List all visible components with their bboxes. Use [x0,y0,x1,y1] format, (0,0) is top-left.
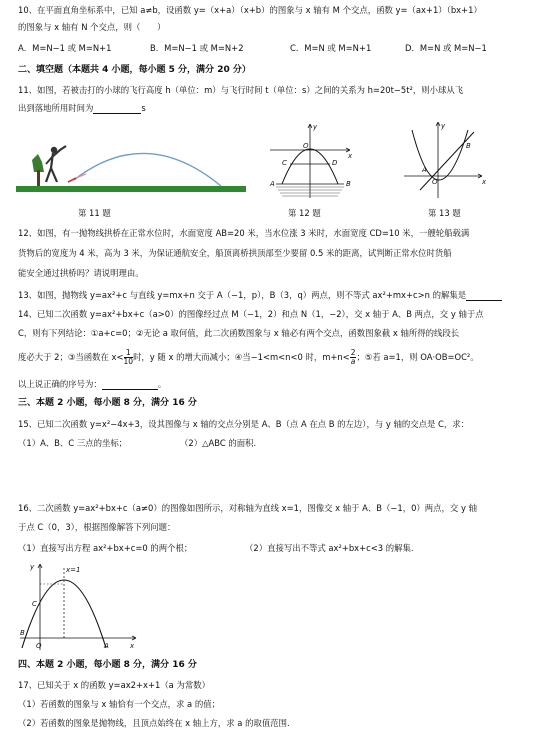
q14-line-4-text: 以上说正确的序号为： [18,379,102,389]
q11-line-2 [18,102,524,114]
label-b: B [346,180,351,188]
q14-line-3a: 度必大于 2；③当函数在 x< [18,352,124,362]
section-4-heading: 四、本题 2 小题，每小题 8 分，满分 16 分 [18,660,197,670]
flight-arc [74,153,221,186]
section-2-heading: 二、填空题（本题共 4 小题，每小题 5 分，满分 20 分） [18,65,251,75]
label-d: D [332,159,338,167]
figure-11-golfer [16,120,246,200]
frac-denominator: a [350,357,356,366]
caption-13: 第 13 题 [428,208,461,218]
q11-unit: s [141,103,146,113]
q10-line-1: 10、在平面直角坐标系中，已知 a≠b，设函数 y=（x+a）（x+b）的图象与 x 轴有 M 个交点，函数 y=（ax+1）（bx+1） [18,5,482,15]
q10-option-b: B．M=N−1 或 M=N+2 [150,43,244,53]
label-c: C [32,600,37,608]
label-b: B [20,629,25,637]
q14-period: 。 [157,379,167,389]
label-x: x [130,642,135,650]
caption-12: 第 12 题 [288,208,321,218]
fraction-1-over-10 [124,349,134,366]
frac-denominator: 10 [123,357,134,366]
q10-option-c: C．M=N 或 M=N+1 [290,43,372,53]
ground [16,186,246,192]
label-x: x [482,178,487,186]
q14-line-3 [18,347,524,367]
answer-blank [93,104,141,114]
q15-line-1: 15、已知二次函数 y=x²−4x+3，设其图像与 x 轴的交点分别是 A、B（点 A 在点 B 的左边），与 y 轴的交点是 C，求： [18,419,470,429]
label-o: O [303,142,309,150]
q10-line-2: 的图象与 x 轴有 N 个交点，则（ ） [18,22,166,32]
q11-line-2-text: 出到落地所用时间为 [18,103,94,113]
q14-line-2: C，则有下列结论：①a+c=0；②无论 a 取何值，此二次函数图象与 x 轴必有两个交点，函数图象截 x 轴所得的线段长 [18,328,460,338]
q12-line-2: 货物后的宽度为 4 米，高为 3 米，为保证通航安全，船顶离桥拱顶部至少要留 0.5 米的距离，试判断正常水位时货船 [18,248,452,258]
q14-line-1: 14、已知二次函数 y=ax²+bx+c（a>0）的图像经过点 M（−1，2）和点 N（1，−2），交 x 轴于 A、B 两点，交 y 轴于点 [18,309,484,319]
label-y: y [441,122,446,130]
tree-icon [32,154,44,186]
figure-16-parabola [18,560,138,652]
label-axis: x=1 [66,566,81,574]
parabola-curve [412,130,468,180]
label-o: O [36,642,42,650]
q17-part-2: （2）若函数的图象是抛物线，且顶点始终在 x 轴上方，求 a 的取值范围. [18,718,290,728]
q17-part-1: （1）若函数的图象与 x 轴恰有一个交点，求 a 的值； [18,699,220,709]
q17-line-1: 17、已知关于 x 的函数 y=ax2+x+1（a 为常数） [18,680,210,690]
label-y: y [313,123,318,131]
label-o: O [432,178,438,186]
q16-part-2: （2）直接写出不等式 ax²+bx+c<3 的解集. [245,543,414,553]
answer-blank [466,291,502,301]
golfer-icon [46,146,66,182]
q14-line-3b: 时，y 随 x 的增大而减小；④当−1<m<n<0 时，m+n< [133,352,350,362]
straight-line [420,132,474,190]
label-a: A [422,166,427,174]
frac-numerator: 2 [350,348,356,357]
figure-13-parabola-line [400,120,490,200]
label-a: A [270,180,275,188]
q16-line-1: 16、二次函数 y=ax²+bx+c（a≠0）的图像如图所示，对称轴为直线 x=1，图像交 x 轴于 A、B（−1，0）两点，交 y 轴 [18,503,477,513]
q16-line-2: 于点 C（0，3），根据图像解答下列问题： [18,522,176,532]
frac-numerator: 1 [124,349,134,358]
section-3-heading: 三、本题 2 小题，每小题 8 分，满分 16 分 [18,398,197,408]
q15-part-1: （1）A、B、C 三点的坐标； [18,438,128,448]
q13-line [18,289,524,301]
label-y: y [30,563,35,571]
q13-text: 13、如图，抛物线 y=ax²+c 与直线 y=mx+n 交于 A（−1，p），B（3，q）两点，则不等式 ax²+mx+c>n 的解集是 [18,290,467,300]
label-a: A [104,642,109,650]
q10-option-d: D．M=N 或 M=N−1 [405,43,487,53]
figure-12-bridge [268,120,358,200]
q14-line-4 [18,378,524,390]
q10-option-a: A．M=N−1 或 M=N+1 [18,43,112,53]
q12-line-1: 12、如图，有一抛物线拱桥在正常水位时，水面宽度 AB=20 米，当水位涨 3 米时，水面宽度 CD=10 米，一艘轮船载满 [18,228,470,238]
q15-part-2: （2）△ABC 的面积. [180,438,257,448]
label-c: C [282,159,287,167]
answer-blank [102,380,158,390]
q11-line-1: 11、如图，若被击打的小球的飞行高度 h（单位：m）与飞行时间 t（单位：s）之间的关系为 h=20t−5t²，则小球从飞 [18,85,464,95]
q14-line-3c: ；⑤若 a=1，则 OA·OB=OC²。 [356,352,479,362]
label-x: x [348,152,353,160]
q12-line-3: 能安全通过拱桥吗？请说明理由。 [18,268,144,278]
caption-11: 第 11 题 [78,208,111,218]
q16-part-1: （1）直接写出方程 ax²+bx+c=0 的两个根； [18,543,193,553]
label-b: B [466,142,471,150]
